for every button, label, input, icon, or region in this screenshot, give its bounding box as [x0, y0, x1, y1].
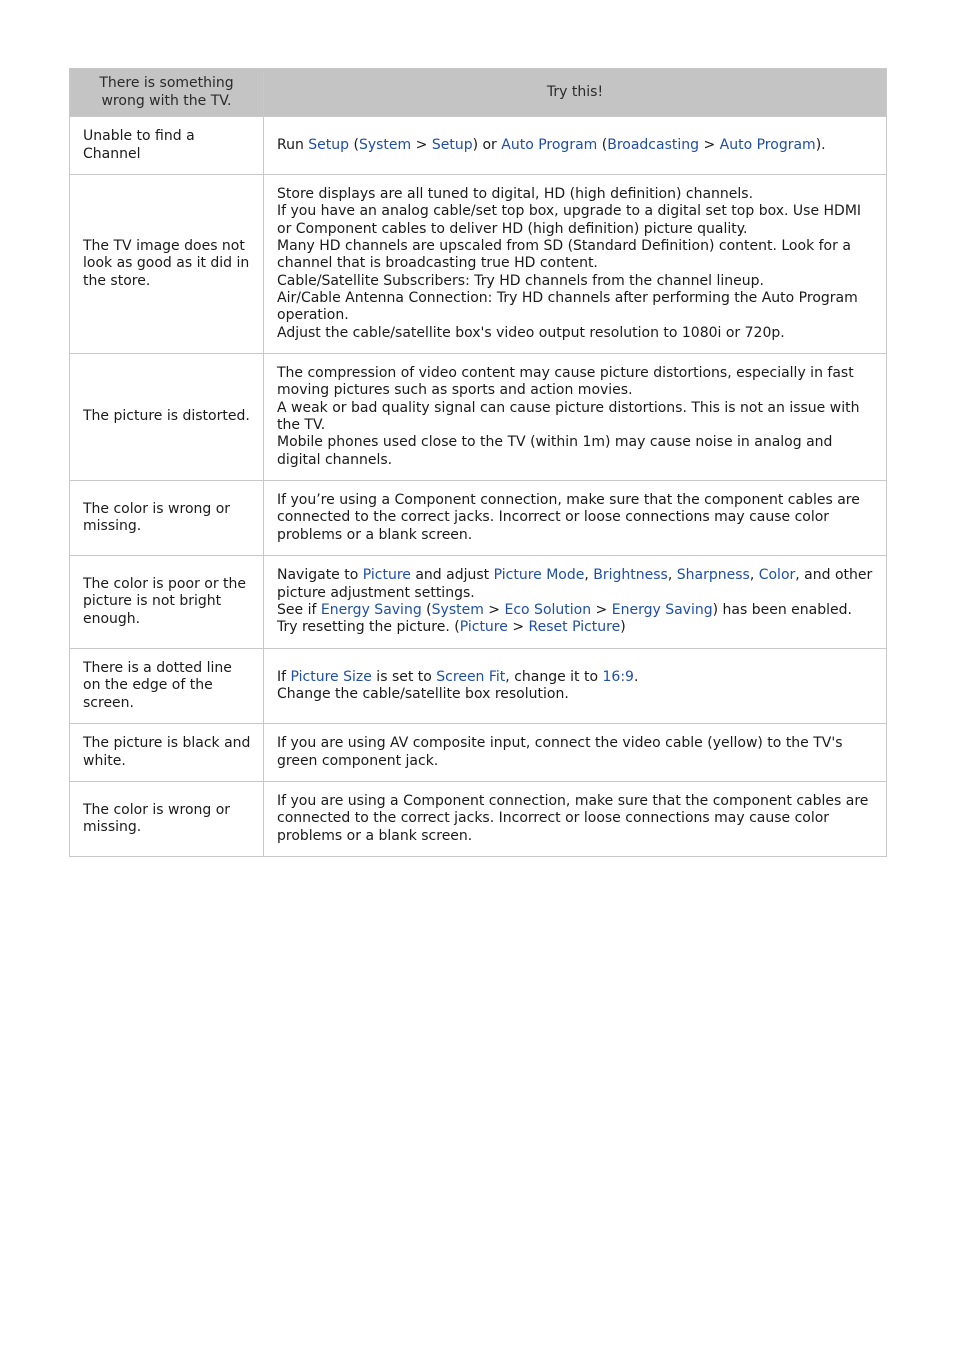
solution-text: If you are using a Component connection, make sure that the component cables are connected to the correct jacks. Incorrect or loose connections may cause color problems or a blank screen. [277, 793, 869, 844]
solution-line [277, 325, 876, 342]
solution-text: Navigate to [277, 567, 363, 584]
menu-path-text: Screen Fit [436, 668, 506, 685]
menu-path-text: Sharpness [676, 567, 750, 584]
solution-text: ) has been enabled. [712, 602, 852, 618]
problem-cell: There is a dotted line on the edge of the screen. [70, 649, 264, 724]
solution-line [277, 602, 876, 619]
solution-text: Store displays are all tuned to digital, HD (high definition) channels. [277, 186, 754, 203]
solution-text: Adjust the cable/satellite box's video output resolution to 1080i or 720p. [277, 324, 785, 341]
menu-path-text: Auto Program [501, 136, 598, 153]
problem-cell: The color is poor or the picture is not bright enough. [70, 556, 264, 649]
problem-cell: The picture is black and white. [70, 724, 264, 782]
solution-text: . [633, 668, 639, 685]
solution-cell [264, 481, 887, 556]
solution-cell [264, 117, 887, 175]
solution-line [277, 365, 876, 400]
menu-path-text: 16:9 [602, 668, 634, 685]
solution-line [277, 203, 876, 238]
menu-path-text: Picture [362, 567, 411, 584]
menu-path-text: Picture Mode [493, 567, 585, 584]
solution-text: Many HD channels are upscaled from SD (Standard Definition) content. Look for a channel that is broadcasting true HD content. [277, 238, 851, 272]
solution-text: The compression of video content may cause picture distortions, especially in fast moving pictures such as sports and action movies. [277, 365, 854, 399]
solution-line [277, 186, 876, 203]
menu-path-text: Picture Size [290, 668, 372, 685]
solution-cell [264, 724, 887, 782]
solution-text: > [507, 619, 529, 636]
solution-text: ) or [472, 136, 502, 153]
menu-path-text: Energy Saving [611, 602, 713, 618]
problem-cell: The picture is distorted. [70, 354, 264, 481]
problem-cell: The color is wrong or missing. [70, 481, 264, 556]
solution-text: Try resetting the picture. ( [277, 619, 460, 636]
solution-text: , and other picture adjustment settings. [277, 567, 873, 601]
solution-line [277, 238, 876, 273]
solution-text: If you’re using a Component connection, make sure that the component cables are connected to the correct jacks. Incorrect or loose connections may cause color problems or a blank screen. [277, 492, 860, 543]
solution-text: > [411, 136, 432, 153]
solution-text: > [591, 602, 612, 618]
troubleshooting-table [69, 68, 887, 857]
table-row [70, 117, 887, 175]
menu-path-text: Setup [308, 136, 350, 153]
solution-text: , [667, 567, 677, 584]
table-row [70, 649, 887, 724]
solution-cell [264, 649, 887, 724]
solution-text: If you are using AV composite input, connect the video cable (yellow) to the TV's green component jack. [277, 735, 843, 769]
solution-text: ( [597, 136, 608, 153]
table-row [70, 481, 887, 556]
menu-path-text: Broadcasting [607, 136, 700, 153]
menu-path-text: Auto Program [719, 136, 816, 153]
menu-path-text: Eco Solution [504, 602, 592, 618]
problem-cell: Unable to find a Channel [70, 117, 264, 175]
header-problem: There is something wrong with the TV. [70, 69, 264, 117]
solution-line [277, 492, 876, 544]
solution-text: ( [421, 602, 432, 618]
solution-text: Change the cable/satellite box resolution. [277, 686, 569, 702]
solution-text: If [277, 668, 291, 685]
solution-line [277, 686, 876, 703]
solution-line [277, 567, 876, 602]
solution-cell [264, 354, 887, 481]
solution-text: A weak or bad quality signal can cause picture distortions. This is not an issue with the TV. [277, 399, 860, 433]
solution-text: If you have an analog cable/set top box, upgrade to a digital set top box. Use HDMI or Component cables to deliver HD (high definition) picture quality. [277, 203, 862, 237]
solution-line [277, 669, 876, 686]
solution-text: and adjust [410, 567, 494, 584]
menu-path-text: Reset Picture [528, 619, 621, 636]
menu-path-text: Brightness [593, 567, 668, 584]
table-row [70, 175, 887, 354]
menu-path-text: Color [758, 567, 796, 584]
solution-cell [264, 782, 887, 857]
solution-text: Mobile phones used close to the TV (within 1m) may cause noise in analog and digital channels. [277, 434, 833, 468]
menu-path-text: Energy Saving [320, 602, 422, 618]
menu-path-text: Setup [431, 136, 473, 153]
table-row [70, 724, 887, 782]
table-header-row [70, 69, 887, 117]
solution-text: is set to [371, 668, 437, 685]
solution-text: ) [620, 619, 626, 636]
solution-cell [264, 175, 887, 354]
menu-path-text: Picture [459, 619, 508, 636]
solution-text: , change it to [505, 668, 603, 685]
solution-text: , [749, 567, 759, 584]
solution-line [277, 434, 876, 469]
table-row [70, 782, 887, 857]
problem-cell: The color is wrong or missing. [70, 782, 264, 857]
solution-text: Cable/Satellite Subscribers: Try HD channels from the channel lineup. [277, 272, 764, 289]
header-solution: Try this! [264, 69, 887, 117]
solution-text: Air/Cable Antenna Connection: Try HD channels after performing the Auto Program operation. [277, 289, 858, 324]
solution-text: > [483, 602, 505, 618]
solution-text: , [584, 567, 594, 584]
solution-text: Run [277, 136, 309, 153]
solution-text: ( [349, 136, 359, 153]
solution-line [277, 273, 876, 290]
solution-line [277, 793, 876, 845]
problem-cell: The TV image does not look as good as it did in the store. [70, 175, 264, 354]
table-row [70, 354, 887, 481]
solution-line [277, 400, 876, 435]
solution-text: See if [277, 602, 321, 618]
solution-text: > [699, 136, 720, 153]
table-row [70, 556, 887, 649]
solution-line [277, 137, 876, 154]
solution-line [277, 290, 876, 325]
solution-cell [264, 556, 887, 649]
solution-text: ). [815, 136, 826, 153]
table-body [70, 117, 887, 857]
menu-path-text: System [358, 136, 412, 153]
solution-line [277, 735, 876, 770]
solution-line [277, 619, 876, 636]
menu-path-text: System [431, 602, 484, 618]
